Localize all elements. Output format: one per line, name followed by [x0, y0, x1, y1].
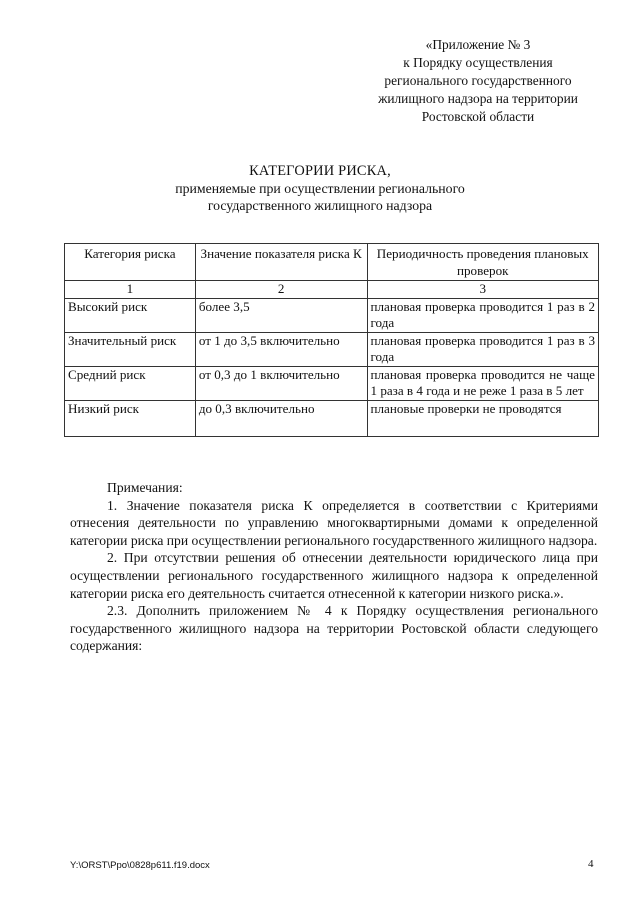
table-row [65, 400, 599, 436]
title-subheading: применяемые при осуществлении регионального [175, 181, 465, 196]
appendix-line: жилищного надзора на территории [378, 91, 578, 106]
cell-frequency: плановая проверка проводится не чаще 1 раза в 4 года и не реже 1 раза в 5 лет [367, 366, 599, 400]
cell-frequency: плановая проверка проводится 1 раз в 3 года [367, 332, 599, 366]
appendix-line: Ростовской области [421, 109, 535, 124]
note-paragraph: 2. При отсутствии решения об отнесении деятельности юридического лица при осуществлении регионального государственного жилищного надзора к определенной категории риска его деятельность считается отнесенной к категории низкого риска.». [70, 550, 598, 601]
appendix-line: «Приложение № 3 [425, 37, 531, 52]
column-number: 2 [195, 281, 367, 299]
header-frequency: Периодичность проведения плановых проверок [367, 244, 599, 281]
title-subheading: государственного жилищного надзора [207, 198, 433, 213]
appendix-line: регионального государственного [384, 73, 572, 88]
risk-categories-table [64, 243, 599, 437]
notes-section [70, 479, 598, 655]
cell-category: Средний риск [65, 366, 196, 400]
note-paragraph: 1. Значение показателя риска К определяется в соответствии с Критериями отнесения деятельности по управлению многоквартирными домами к определенной категории риска при осуществлении регионального государственного жилищного надзора. [70, 497, 598, 548]
column-number-row [65, 281, 599, 299]
cell-frequency: плановые проверки не проводятся [367, 400, 599, 436]
table-header-row [65, 244, 599, 281]
footer-file-path: Y:\ORST\Ppo\0828p611.f19.docx [70, 860, 210, 871]
notes-heading: Примечания: [107, 480, 183, 495]
title-heading: КАТЕГОРИИ РИСКА, [249, 163, 391, 179]
table-row [65, 366, 599, 400]
appendix-reference [300, 36, 640, 126]
document-title [0, 163, 640, 214]
appendix-line: к Порядку осуществления [403, 55, 553, 70]
table-row [65, 332, 599, 366]
table-row [65, 298, 599, 332]
footer-page-number: 4 [588, 858, 594, 870]
cell-value: более 3,5 [195, 298, 367, 332]
cell-value: от 0,3 до 1 включительно [195, 366, 367, 400]
column-number: 1 [65, 281, 196, 299]
cell-category: Высокий риск [65, 298, 196, 332]
cell-frequency: плановая проверка проводится 1 раз в 2 года [367, 298, 599, 332]
cell-value: до 0,3 включительно [195, 400, 367, 436]
cell-category: Значительный риск [65, 332, 196, 366]
header-value: Значение показателя риска К [195, 244, 367, 281]
cell-category: Низкий риск [65, 400, 196, 436]
header-category: Категория риска [65, 244, 196, 281]
cell-value: от 1 до 3,5 включительно [195, 332, 367, 366]
note-paragraph: 2.3. Дополнить приложением № 4 к Порядку осуществления регионального государственного жилищного надзора на территории Ростовской области следующего содержания: [70, 603, 598, 654]
column-number: 3 [367, 281, 599, 299]
